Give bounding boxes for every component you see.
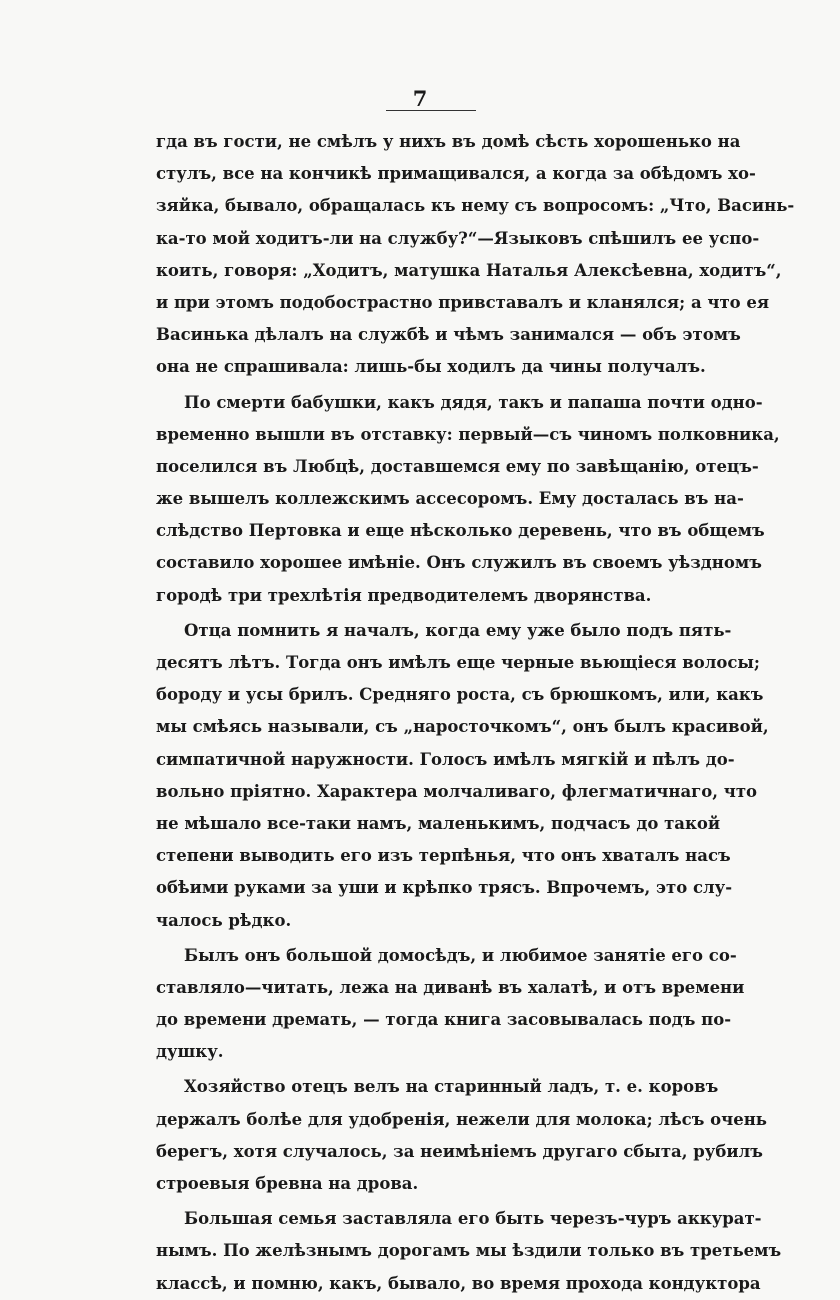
paragraph [156, 940, 745, 1069]
text-line: до времени дремать, — тогда книга засовывалась подъ по- [156, 1010, 732, 1030]
text-line: Хозяйство отецъ велъ на старинный ладъ, т. е. коровъ [184, 1077, 719, 1097]
text-line: поселился въ Любцѣ, доставшемся ему по завѣщанію, отецъ- [156, 456, 759, 476]
text-line: ставляло—читать, лежа на диванѣ въ халатѣ, и отъ времени [156, 977, 745, 997]
text-body [156, 126, 795, 1300]
text-line: временно вышли въ отставку: первый—съ чиномъ полковника, [156, 424, 780, 444]
text-line: степени выводить его изъ терпѣнья, что онъ хваталъ насъ [156, 846, 731, 866]
text-line: коить, говоря: „Ходитъ, матушка Наталья Алексѣевна, ходитъ“, [156, 260, 782, 280]
text-line: она не спрашивала: лишь-бы ходилъ да чины получалъ. [156, 357, 706, 377]
paragraph [156, 126, 795, 384]
text-line: берегъ, хотя случалось, за неимѣніемъ другаго сбыта, рубилъ [156, 1141, 763, 1161]
text-line: обѣими руками за уши и крѣпко трясъ. Впрочемъ, это слу- [156, 878, 733, 898]
header-rule [386, 110, 476, 111]
text-line: десятъ лѣтъ. Тогда онъ имѣлъ еще черные вьющіеся волосы; [156, 653, 761, 672]
paragraph [156, 1071, 767, 1200]
text-line: Былъ онъ большой домосѣдъ, и любимое занятіе его со- [184, 945, 737, 965]
text-line: нымъ. По желѣзнымъ дорогамъ мы ѣздили только въ третьемъ [156, 1241, 782, 1261]
text-line: слѣдство Пертовка и еще нѣсколько деревень, что въ общемъ [156, 521, 765, 541]
text-line: составило хорошее имѣніе. Онъ служилъ въ своемъ уѣздномъ [156, 553, 762, 573]
text-line: ка-то мой ходитъ-ли на службу?“—Языковъ спѣшилъ ее успо- [156, 228, 760, 248]
text-line: симпатичной наружности. Голосъ имѣлъ мягкій и пѣлъ до- [156, 749, 735, 769]
text-line: душку. [156, 1042, 224, 1062]
text-line: и при этомъ подобострастно привставалъ и кланялся; а что ея [156, 292, 770, 312]
text-line: же вышелъ коллежскимъ ассесоромъ. Ему досталась въ на- [156, 489, 744, 509]
text-line: мы смѣясь называли, съ „наросточкомъ“, онъ былъ красивой, [156, 717, 769, 737]
text-line: чалось рѣдко. [156, 910, 292, 930]
text-line: По смерти бабушки, какъ дядя, такъ и папаша почти одно- [184, 392, 763, 412]
paragraph [156, 387, 780, 612]
text-line: стулъ, все на кончикѣ примащивался, а когда за обѣдомъ хо- [156, 164, 756, 184]
text-line: вольно пріятно. Характера молчаливаго, флегматичнаго, что [156, 781, 758, 801]
text-line: строевыя бревна на дрова. [156, 1174, 419, 1193]
text-line: не мѣшало все-таки намъ, маленькимъ, подчасъ до такой [156, 813, 721, 833]
text-line: городѣ три трехлѣтія предводителемъ дворянства. [156, 585, 652, 605]
text-line: Большая семья заставляла его быть черезъ-чуръ аккурат- [184, 1209, 762, 1229]
text-line: Васинька дѣлалъ на службѣ и чѣмъ занимался — объ этомъ [156, 325, 741, 345]
text-line: бороду и усы брилъ. Средняго роста, съ брюшкомъ, или, какъ [156, 685, 764, 705]
page-number: 7 [412, 86, 428, 111]
paragraph [156, 615, 769, 937]
text-line: держалъ болѣе для удобренія, нежели для молока; лѣсъ очень [156, 1109, 767, 1129]
text-line: гда въ гости, не смѣлъ у нихъ въ домѣ сѣсть хорошенько на [156, 132, 741, 151]
text-line: зяйка, бывало, обращалась къ нему съ вопросомъ: „Что, Васинь- [156, 196, 795, 216]
paragraph [156, 1203, 782, 1300]
text-line: Отца помнить я началъ, когда ему уже было подъ пять- [184, 620, 732, 640]
text-line: классѣ, и помню, какъ, бывало, во время прохода кондуктора [156, 1273, 761, 1293]
